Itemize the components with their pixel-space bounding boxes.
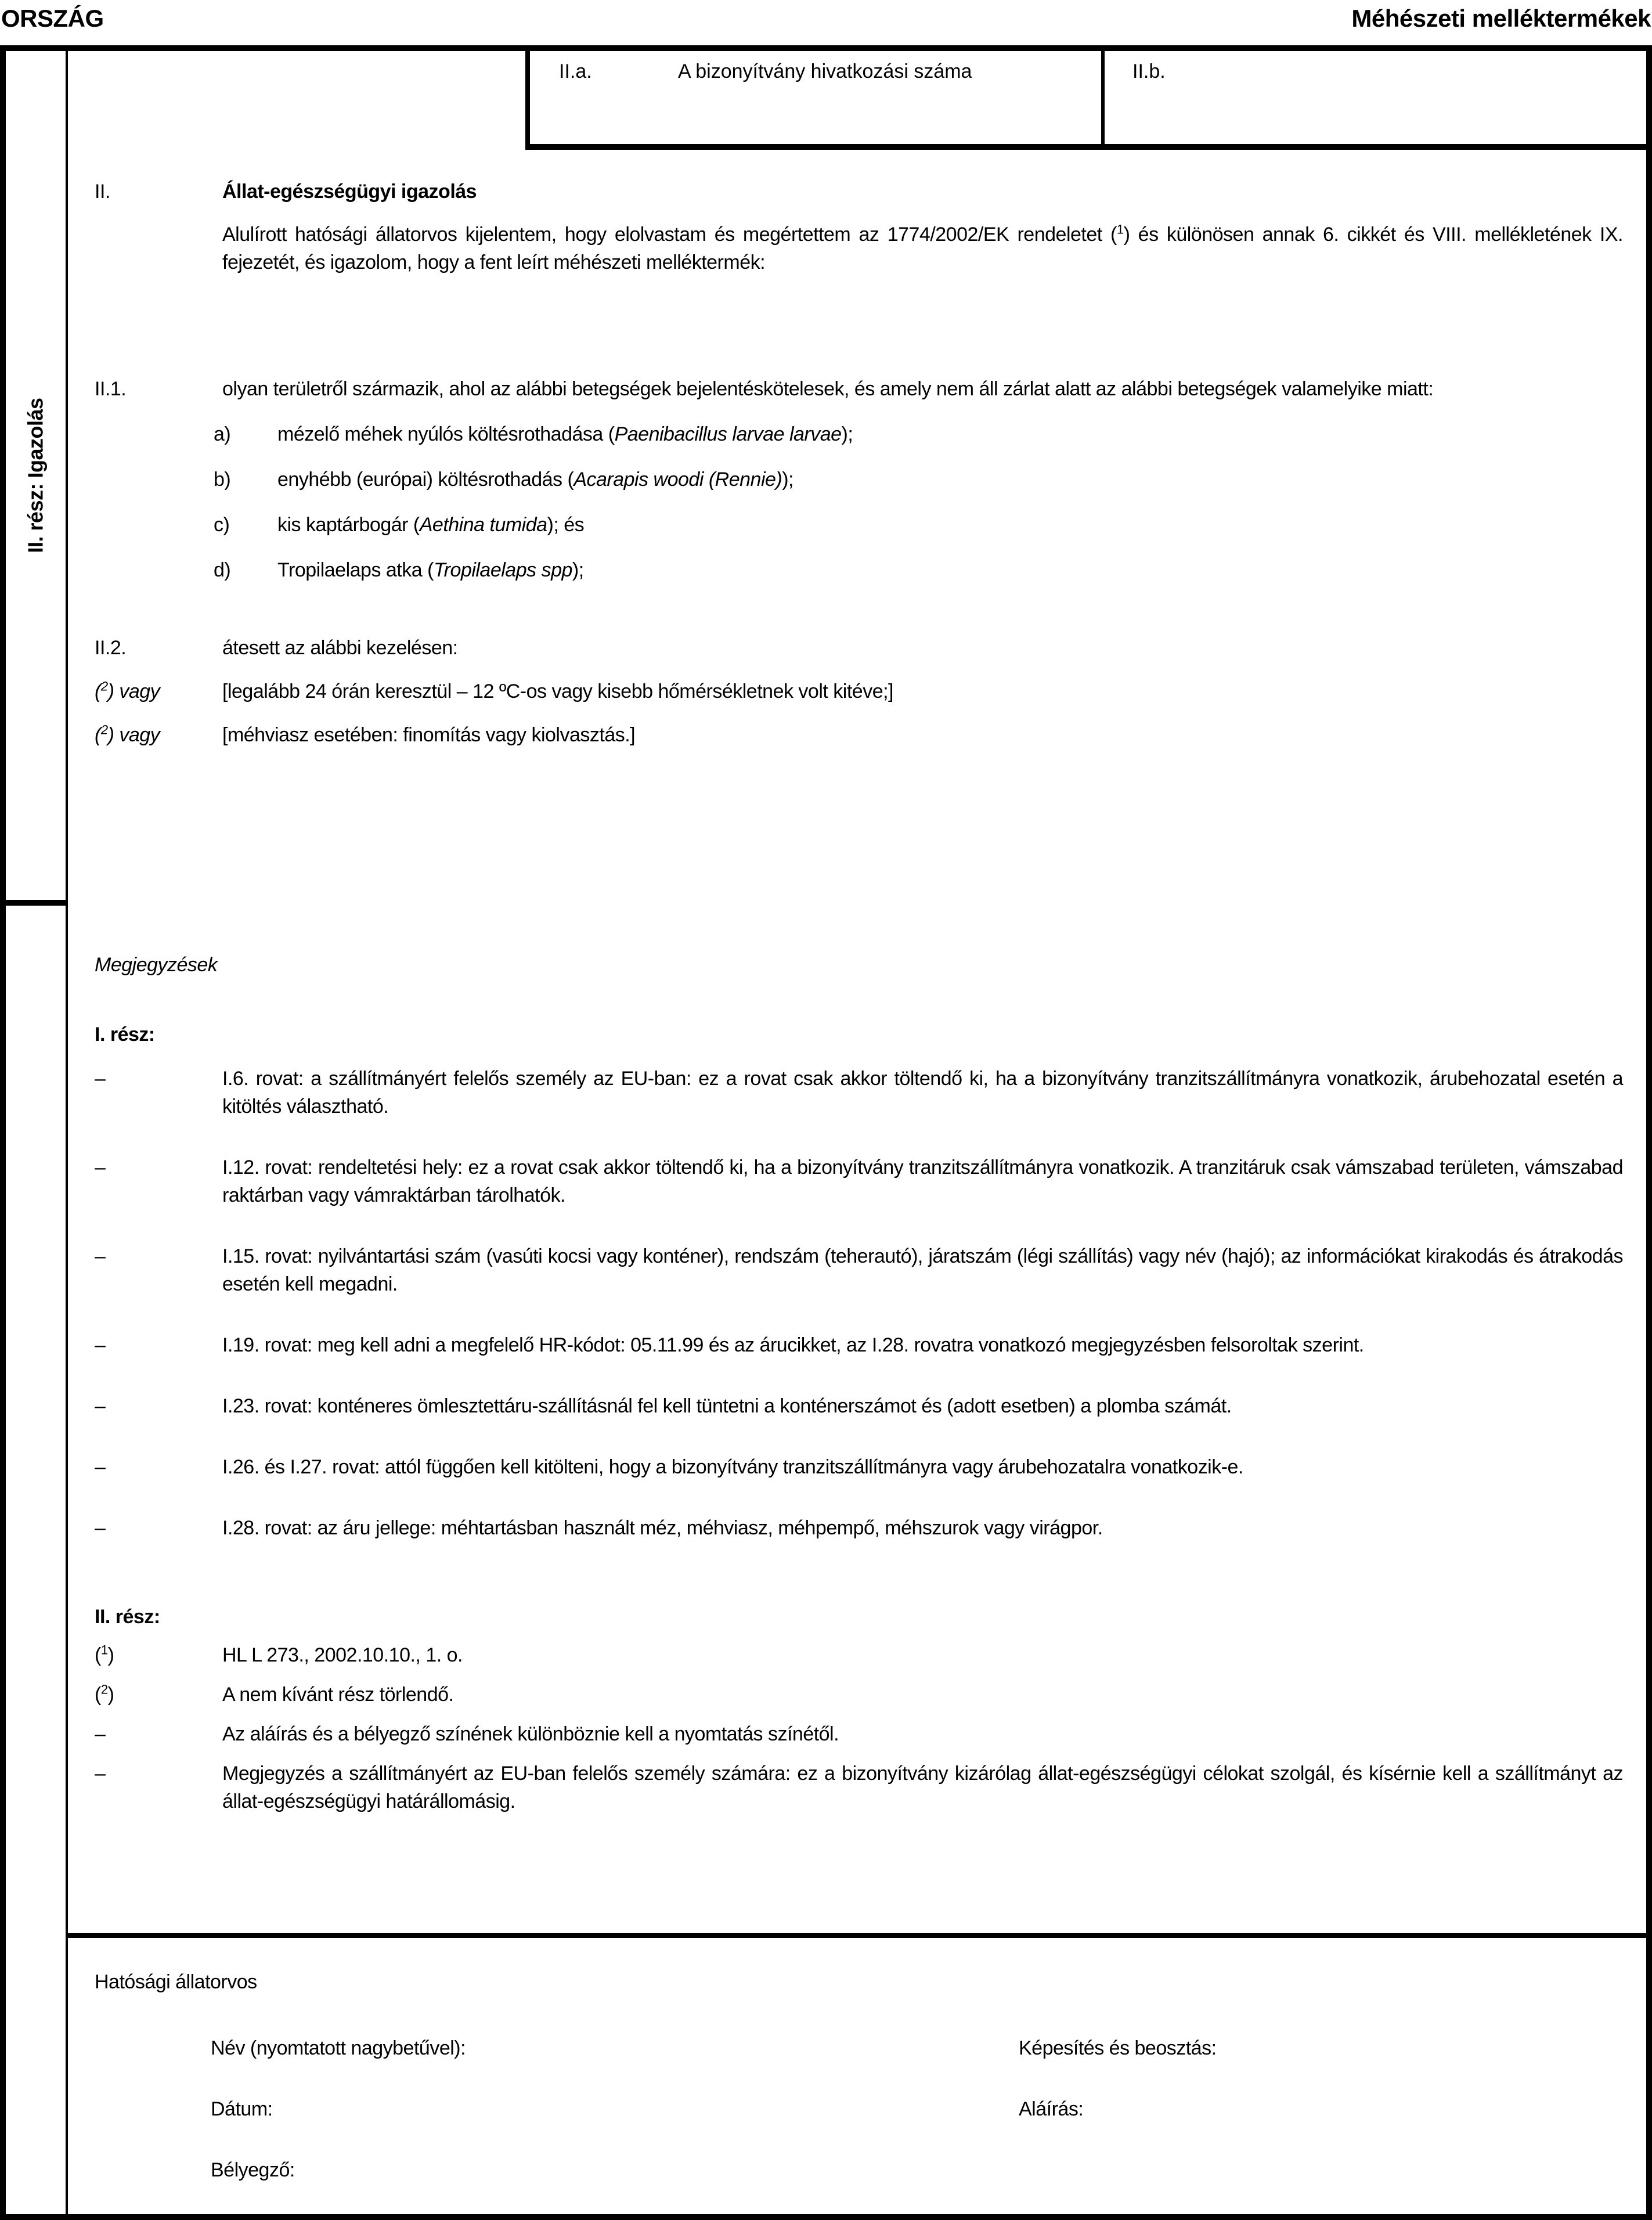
clause-ii1 [95, 375, 1623, 403]
dash-marker: – [95, 1456, 106, 1478]
option-2-marker-close: ) vagy [107, 724, 160, 746]
dash-marker: – [95, 1334, 106, 1356]
option-2-marker-open: ( [95, 724, 101, 746]
official-veterinarian-section [68, 1933, 1646, 2184]
name-label: Név (nyomtatott nagybetűvel): [211, 2037, 466, 2059]
official-row-name [211, 2034, 1646, 2062]
note-item [95, 1453, 1623, 1481]
notes-part2-title: II. rész: [95, 1606, 160, 1628]
treatment-option [95, 721, 1623, 749]
list-item [214, 420, 1623, 448]
item-a-text [277, 420, 1623, 448]
footnote-3-marker [95, 1720, 222, 1748]
footnote-3-text: Az aláírás és a bélyegző színének különböznie kell a nyomtatás színétől. [222, 1723, 839, 1745]
item-a-label: a) [214, 423, 231, 445]
notes-part1-title: I. rész: [95, 1023, 155, 1046]
note-text: I.15. rovat: nyilvántartási szám (vasúti kocsi vagy konténer), rendszám (teherautó), járatszám (légi szállítás) vagy név (hajó); az információkat kirakodás és átrakodás esetén kell megadni. [222, 1245, 1623, 1295]
part-ii-sidebar [6, 51, 66, 906]
note-item [95, 1392, 1623, 1420]
footnote-ref-1: 1 [1116, 222, 1124, 237]
clause-ii1-number: II.1. [95, 378, 127, 400]
dash-marker: – [95, 1245, 106, 1267]
stamp-label: Bélyegző: [211, 2159, 295, 2181]
clause-ii2 [95, 634, 1623, 662]
list-item [214, 556, 1623, 584]
certificate-frame [0, 45, 1652, 2220]
iia-label: II.a. [559, 60, 592, 82]
footnote-item [95, 1681, 1623, 1709]
option-1-marker-close: ) vagy [107, 680, 160, 702]
item-c-label: c) [214, 514, 230, 536]
footnote-ref-2: 2 [100, 679, 108, 694]
footnote-4-marker [95, 1760, 222, 1787]
fn2-open: ( [95, 1684, 101, 1706]
date-label: Dátum: [211, 2098, 273, 2120]
dash-marker: – [95, 1156, 106, 1179]
note-text: I.28. rovat: az áru jellege: méhtartásban használt méz, méhviasz, méhpempő, méhszurok vagy virágpor. [222, 1517, 1103, 1539]
item-b-label: b) [214, 468, 231, 491]
official-title: Hatósági állatorvos [95, 1971, 257, 1993]
official-row-date [211, 2095, 1646, 2123]
note-text: I.6. rovat: a szállítmányért felelős személy az EU-ban: ez a rovat csak akkor töltendő ki, ha a bizonyítvány tranzitszállítmányra vonatkozik, árubehozatal esetén a kitöltés választható. [222, 1068, 1623, 1118]
official-row-stamp [211, 2156, 1646, 2184]
footnote-2-text: A nem kívánt rész törlendő. [222, 1684, 454, 1706]
item-d-text [277, 556, 1623, 584]
item-d-pre: Tropilaelaps atka ( [277, 559, 434, 581]
dash-marker: – [95, 1068, 106, 1090]
item-b-post: ); [782, 468, 794, 491]
note-text: I.23. rovat: konténeres ömlesztettáru-szállításnál fel kell tüntetni a konténerszámot és (adott esetben) a plomba számát. [222, 1395, 1232, 1417]
section-ii-number: II. [95, 181, 110, 203]
country-label: ORSZÁG [1, 5, 104, 32]
fn1-close: ) [107, 1644, 114, 1666]
item-d-post: ); [572, 559, 584, 581]
footnote-4-text: Megjegyzés a szállítmányért az EU-ban felelős személy számára: ez a bizonyítvány kizárólag állat-egészségügyi célokat szolgál, és kísérnie kell a szállítmányt az állat-egészségügyi határállomásig. [222, 1763, 1623, 1812]
footnote-2-marker [95, 1681, 222, 1709]
item-b-pre: enyhébb (európai) költésrothadás ( [277, 468, 574, 491]
item-a-pre: mézelő méhek nyúlós költésrothadása ( [277, 423, 615, 445]
cell-iib [1105, 51, 1646, 144]
stamp-spacer [1019, 2156, 1646, 2184]
sidebar-divider-line [66, 51, 68, 2214]
fn1-open: ( [95, 1644, 101, 1666]
note-item [95, 1514, 1623, 1542]
reference-number-table [525, 51, 1646, 150]
intro-text-post: ) és különösen annak 6. cikkét és VIII. mellékletének IX. fejezetét, és igazolom, hogy a fent leírt méhészeti melléktermék: [222, 224, 1623, 273]
option-1-marker-open: ( [95, 680, 101, 702]
note-item [95, 1065, 1623, 1120]
item-c-post: ); és [547, 514, 585, 536]
footnote-item [95, 1641, 1623, 1669]
certificate-body [68, 51, 1646, 1815]
signature-label: Aláírás: [1019, 2098, 1084, 2120]
item-b-text [277, 466, 1623, 493]
note-text: I.19. rovat: meg kell adni a megfelelő HR-kódot: 05.11.99 és az árucikket, az I.28. rovatra vonatkozó megjegyzésben felsoroltak szerint. [222, 1334, 1364, 1356]
notes-title: Megjegyzések [95, 954, 218, 976]
dash-marker: – [95, 1395, 106, 1417]
sidebar-label: II. rész: Igazolás [23, 398, 48, 553]
disease-list [214, 420, 1623, 584]
fn3-dash: – [95, 1723, 106, 1745]
footnote-item [95, 1760, 1623, 1815]
note-text: I.26. és I.27. rovat: attól függően kell kitölteni, hogy a bizonyítvány tranzitszállítmányra vagy árubehozatalra vonatkozik-e. [222, 1456, 1243, 1478]
intro-text-pre: Alulírott hatósági állatorvos kijelentem, hogy elolvastam és megértettem az 1774/2002/EK rendeletet ( [222, 224, 1117, 246]
fn2-sup: 2 [100, 1682, 108, 1697]
qualification-label: Képesítés és beosztás: [1019, 2037, 1217, 2059]
cell-iia [530, 51, 1105, 144]
section-ii-title: Állat-egészségügyi igazolás [222, 181, 477, 203]
note-item [95, 1331, 1623, 1359]
footnote-1-text: HL L 273., 2002.10.10., 1. o. [222, 1644, 463, 1666]
footnote-1-marker [95, 1641, 222, 1669]
option-2-marker [95, 721, 222, 749]
iia-text: A bizonyítvány hivatkozási száma [678, 60, 972, 82]
fn2-close: ) [107, 1684, 114, 1706]
item-c-latin: Aethina tumida [419, 514, 547, 536]
option-1-text: [legalább 24 órán keresztül – 12 ºC-os vagy kisebb hőmérsékletnek volt kitéve;] [222, 680, 893, 702]
product-title: Méhészeti melléktermékek [1351, 5, 1651, 32]
footnote-item [95, 1720, 1623, 1748]
treatment-option [95, 677, 1623, 705]
list-item [214, 466, 1623, 493]
clause-ii2-text: átesett az alábbi kezelésen: [222, 637, 458, 659]
clause-ii1-text: olyan területről származik, ahol az alábbi betegségek bejelentéskötelesek, és amely nem áll zárlat alatt az alábbi betegségek valamelyike miatt: [222, 378, 1434, 400]
note-item [95, 1242, 1623, 1298]
page-header [0, 0, 1652, 45]
item-a-latin: Paenibacillus larvae larvae [614, 423, 842, 445]
iib-label: II.b. [1132, 60, 1166, 82]
note-text: I.12. rovat: rendeltetési hely: ez a rovat csak akkor töltendő ki, ha a bizonyítvány tranzitszállítmányra vonatkozik. A tranzitáruk csak vámszabad területen, vámszabad raktárban vagy vámraktárban tárolhatók. [222, 1156, 1623, 1206]
note-item [95, 1154, 1623, 1209]
dash-marker: – [95, 1517, 106, 1539]
item-d-label: d) [214, 559, 231, 581]
item-d-latin: Tropilaelaps spp [433, 559, 572, 581]
fn1-sup: 1 [100, 1642, 108, 1657]
item-c-text [277, 511, 1623, 539]
list-item [214, 511, 1623, 539]
item-a-post: ); [841, 423, 853, 445]
clause-ii2-number: II.2. [95, 637, 127, 659]
option-2-text: [méhviasz esetében: finomítás vagy kiolvasztás.] [222, 724, 636, 746]
fn4-dash: – [95, 1763, 106, 1785]
option-1-marker [95, 677, 222, 705]
attestation-intro [222, 221, 1623, 276]
footnote-ref-2: 2 [100, 722, 108, 737]
item-b-latin: Acarapis woodi (Rennie) [573, 468, 782, 491]
item-c-pre: kis kaptárbogár ( [277, 514, 420, 536]
section-ii-heading [95, 178, 1623, 206]
